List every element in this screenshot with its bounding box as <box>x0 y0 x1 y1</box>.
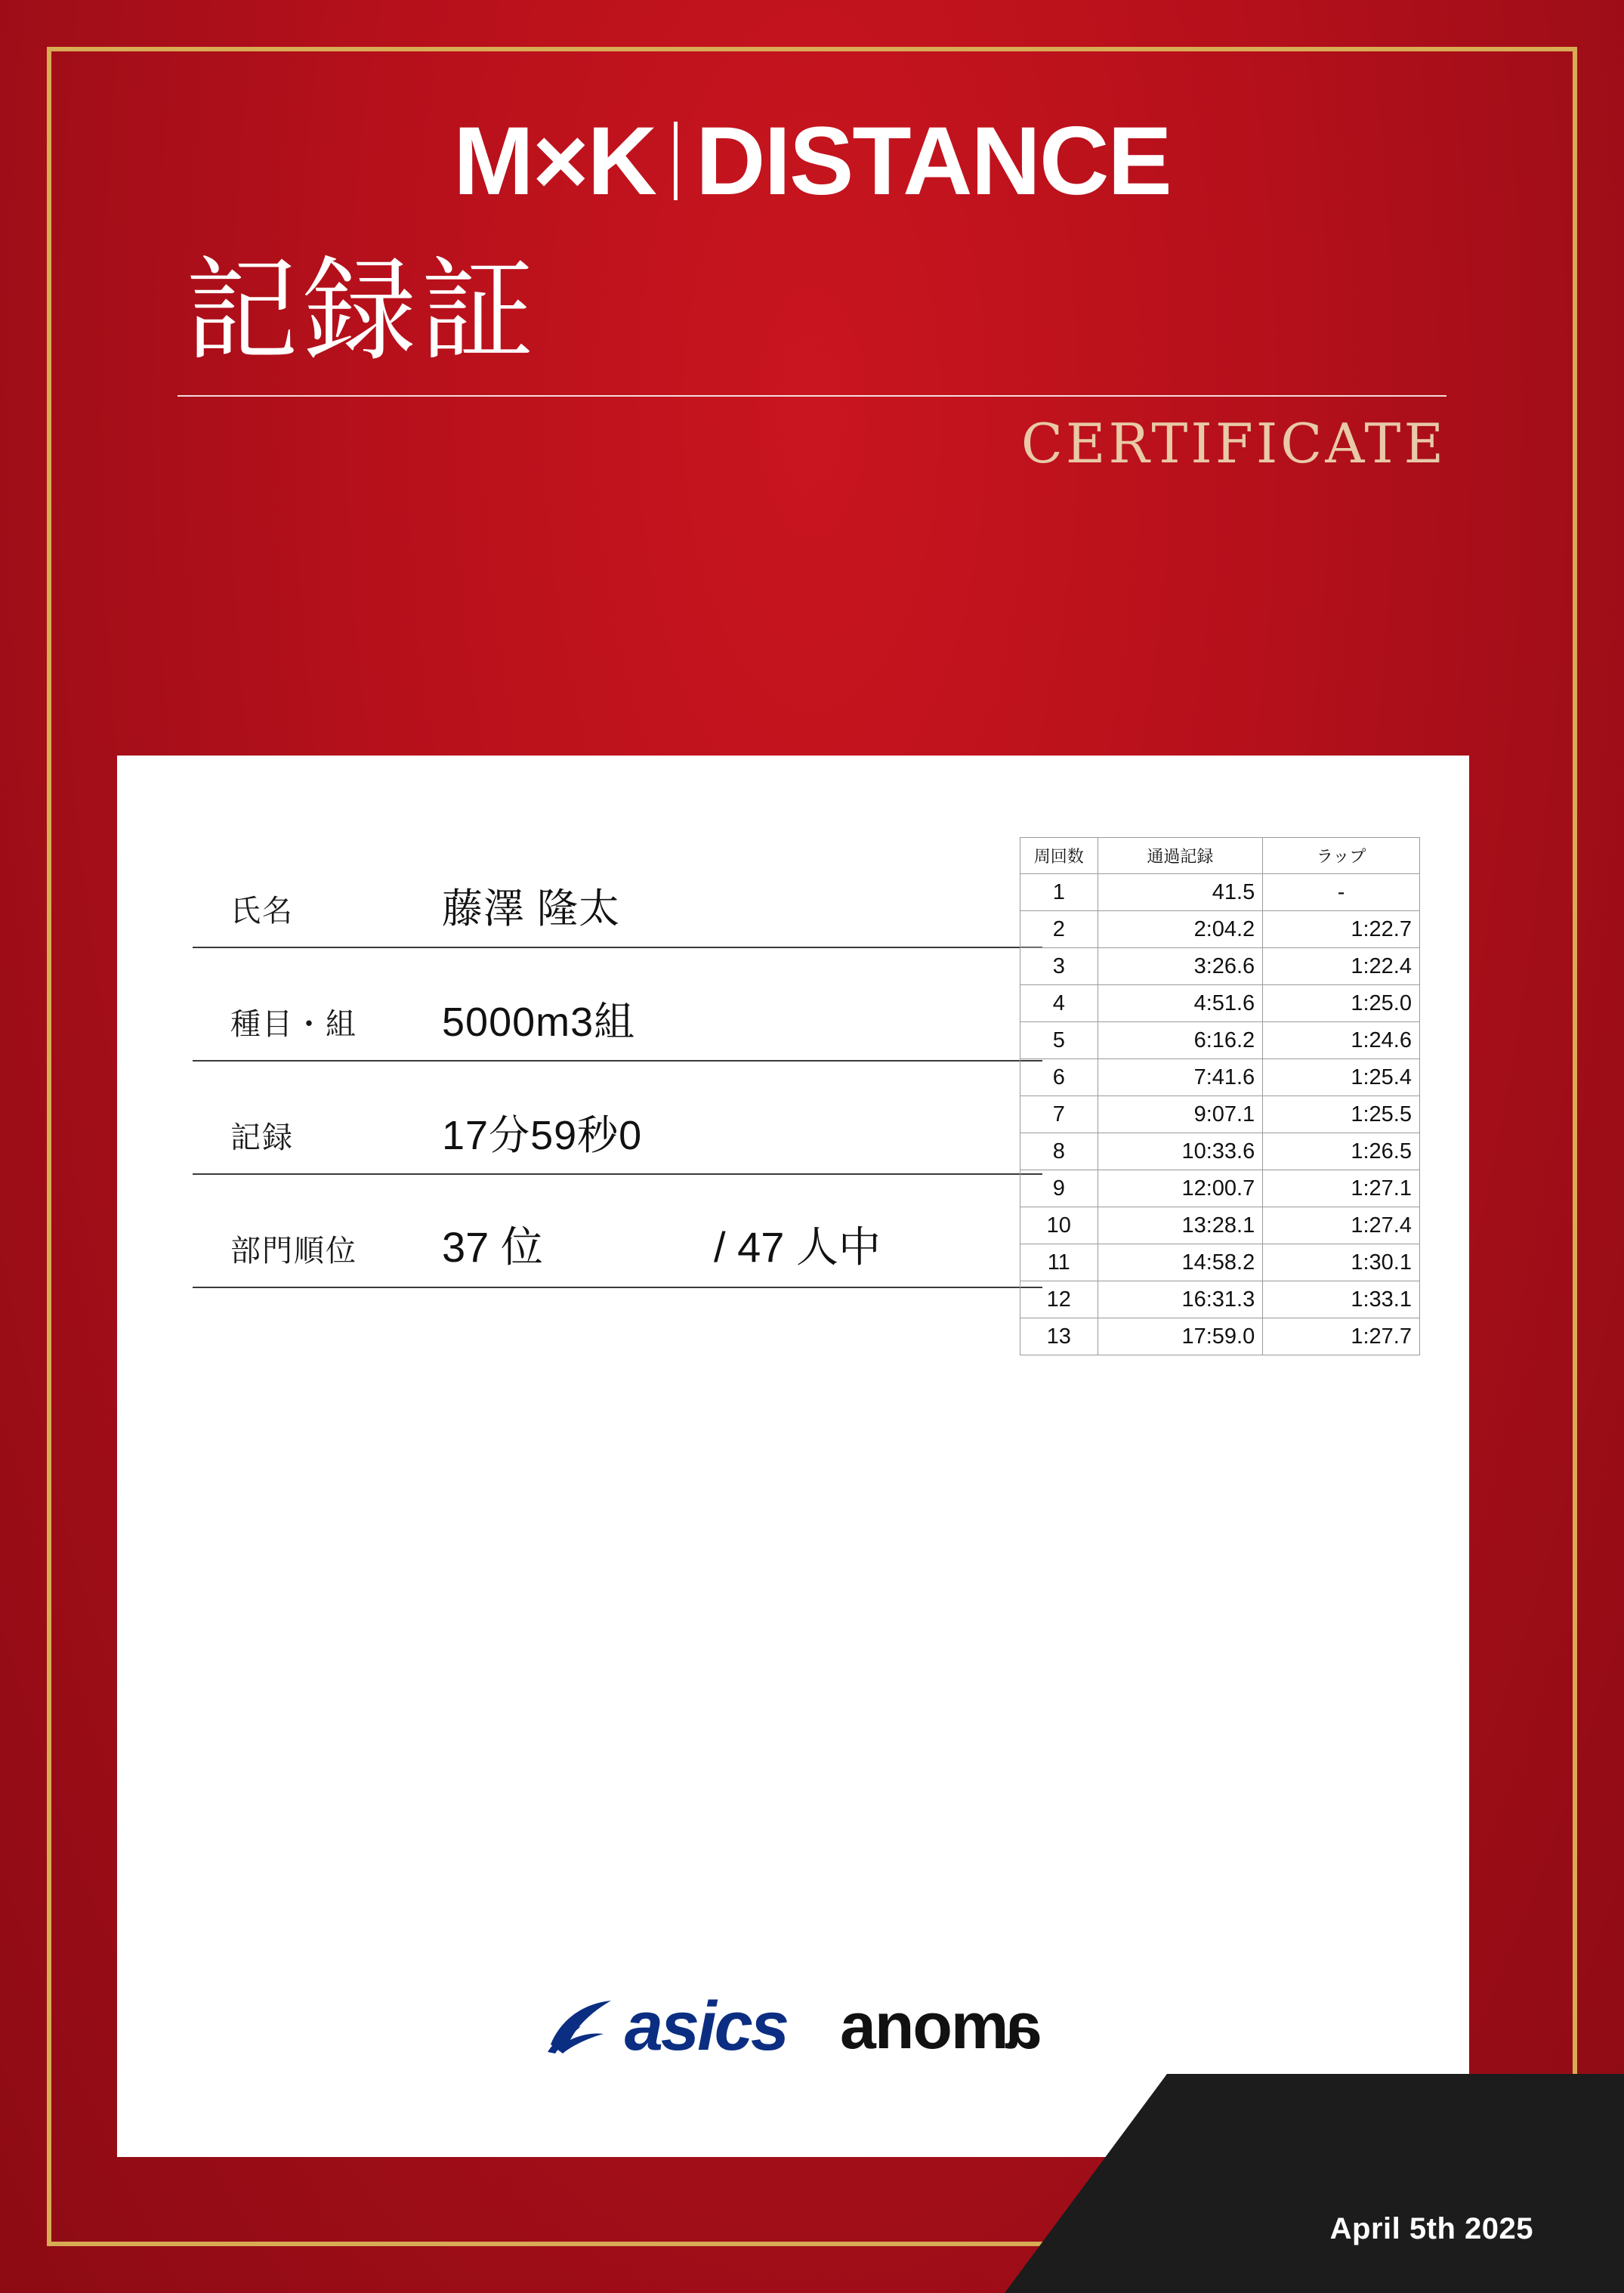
table-row <box>1020 1244 1420 1281</box>
cumulative-time-cell: 14:58.2 <box>1098 1244 1263 1281</box>
event-date: April 5th 2025 <box>1329 2212 1533 2245</box>
certificate-title-jp: 記録証 <box>185 246 539 377</box>
lap-table-header-row <box>1020 838 1420 874</box>
table-row <box>1020 1022 1420 1059</box>
lap-table-body <box>1020 874 1420 1355</box>
lap-split-cell: 1:33.1 <box>1263 1281 1420 1318</box>
asics-logo <box>545 1987 787 2066</box>
table-row <box>1020 1170 1420 1207</box>
asics-swoosh-icon <box>545 1998 620 2057</box>
lap-number-cell: 2 <box>1020 911 1098 948</box>
lap-split-cell: 1:25.0 <box>1263 985 1420 1022</box>
lap-number-cell: 9 <box>1020 1170 1098 1207</box>
lap-split-cell: - <box>1263 874 1420 911</box>
time-column-header: 通過記録 <box>1098 838 1263 874</box>
lap-split-cell: 1:27.4 <box>1263 1207 1420 1244</box>
info-row-event <box>193 948 1042 1062</box>
record-value: 17分59秒0 <box>442 1113 643 1158</box>
anoma-wordmark: anom <box>840 1990 1008 2063</box>
brand-title <box>178 107 1446 215</box>
record-label: 記録 <box>230 1121 294 1154</box>
lap-number-cell: 5 <box>1020 1022 1098 1059</box>
event-value: 5000m3組 <box>442 1000 636 1045</box>
table-row <box>1020 1096 1420 1133</box>
lap-split-cell: 1:22.4 <box>1263 948 1420 985</box>
cumulative-time-cell: 10:33.6 <box>1098 1133 1263 1170</box>
table-row <box>1020 1318 1420 1355</box>
table-row <box>1020 1059 1420 1096</box>
lap-split-cell: 1:25.4 <box>1263 1059 1420 1096</box>
cumulative-time-cell: 41.5 <box>1098 874 1263 911</box>
cumulative-time-cell: 13:28.1 <box>1098 1207 1263 1244</box>
info-row-name <box>193 835 1042 948</box>
brand-divider <box>674 122 678 200</box>
cumulative-time-cell: 12:00.7 <box>1098 1170 1263 1207</box>
lap-number-cell: 13 <box>1020 1318 1098 1355</box>
info-row-record <box>193 1062 1042 1175</box>
runner-info-block <box>193 835 1042 1288</box>
anoma-wordmark-flipped: a <box>1007 1990 1042 2063</box>
table-row <box>1020 1133 1420 1170</box>
header-divider-line <box>178 395 1446 397</box>
cumulative-time-cell: 7:41.6 <box>1098 1059 1263 1096</box>
certificate-header <box>178 107 1446 475</box>
lap-number-cell: 11 <box>1020 1244 1098 1281</box>
rank-label: 部門順位 <box>230 1235 357 1268</box>
lap-split-cell: 1:27.1 <box>1263 1170 1420 1207</box>
table-row <box>1020 1207 1420 1244</box>
lap-number-cell: 1 <box>1020 874 1098 911</box>
certificate-card <box>117 756 1469 2157</box>
lap-column-header: 周回数 <box>1020 838 1098 874</box>
certificate-title-en: CERTIFICATE <box>1020 412 1446 475</box>
table-row <box>1020 985 1420 1022</box>
table-row <box>1020 874 1420 911</box>
cumulative-time-cell: 3:26.6 <box>1098 948 1263 985</box>
table-row <box>1020 1281 1420 1318</box>
cumulative-time-cell: 6:16.2 <box>1098 1022 1263 1059</box>
name-label: 氏名 <box>230 895 294 928</box>
lap-split-cell: 1:27.7 <box>1263 1318 1420 1355</box>
split-column-header: ラップ <box>1263 838 1420 874</box>
table-row <box>1020 948 1420 985</box>
lap-number-cell: 10 <box>1020 1207 1098 1244</box>
cumulative-time-cell: 16:31.3 <box>1098 1281 1263 1318</box>
lap-number-cell: 3 <box>1020 948 1098 985</box>
sponsor-logos <box>117 1987 1469 2066</box>
cumulative-time-cell: 9:07.1 <box>1098 1096 1263 1133</box>
brand-distance-text: DISTANCE <box>696 107 1171 215</box>
lap-number-cell: 7 <box>1020 1096 1098 1133</box>
asics-wordmark: asics <box>624 1988 787 2065</box>
lap-split-cell: 1:22.7 <box>1263 911 1420 948</box>
lap-table <box>1020 837 1420 1355</box>
lap-split-cell: 1:25.5 <box>1263 1096 1420 1133</box>
cumulative-time-cell: 2:04.2 <box>1098 911 1263 948</box>
rank-total-value: / 47 人中 <box>714 1223 881 1271</box>
lap-split-cell: 1:30.1 <box>1263 1244 1420 1281</box>
cumulative-time-cell: 17:59.0 <box>1098 1318 1263 1355</box>
brand-mk-text: M×K <box>453 107 656 215</box>
event-label: 種目・組 <box>230 1008 357 1041</box>
lap-split-cell: 1:26.5 <box>1263 1133 1420 1170</box>
lap-number-cell: 4 <box>1020 985 1098 1022</box>
name-value: 藤澤 隆太 <box>442 886 621 932</box>
rank-value: 37 位 <box>442 1223 543 1271</box>
lap-number-cell: 12 <box>1020 1281 1098 1318</box>
lap-table-container <box>1020 837 1420 1355</box>
lap-number-cell: 8 <box>1020 1133 1098 1170</box>
lap-number-cell: 6 <box>1020 1059 1098 1096</box>
lap-split-cell: 1:24.6 <box>1263 1022 1420 1059</box>
lap-table-head <box>1020 838 1420 874</box>
cumulative-time-cell: 4:51.6 <box>1098 985 1263 1022</box>
table-row <box>1020 911 1420 948</box>
info-row-rank <box>193 1175 1042 1288</box>
anoma-logo <box>840 1989 1042 2064</box>
